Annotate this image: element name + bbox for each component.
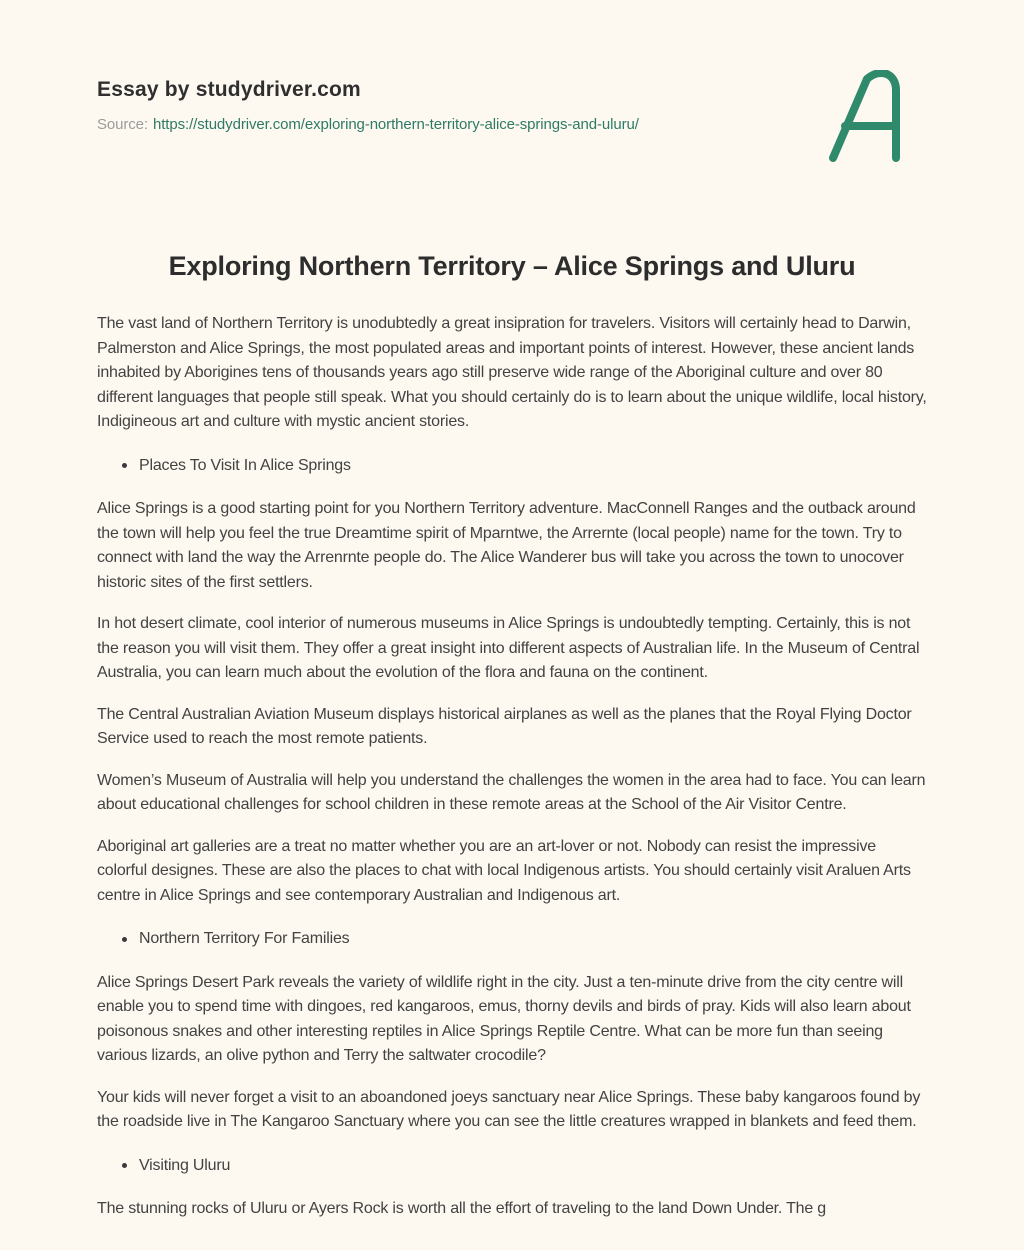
bullet-label: Places To Visit In Alice Springs bbox=[139, 456, 351, 474]
bullet-item-visiting-uluru bbox=[97, 1154, 927, 1179]
paragraph-alice-springs-start: Alice Springs is a good starting point for you Northern Territory adventure. MacConnell Ranges and the outback around the town will help you feel the true Dreamtime spirit of Mparntwe, the Arrernte (local people) name for the town. Try to connect with land the way the Arrenrnte people do. The Alice Wanderer bus will take you across the town to unocover historic sites of the first settlers. bbox=[97, 500, 916, 591]
paragraph-kangaroo-sanctuary: Your kids will never forget a visit to an aboandoned joeys sanctuary near Alice Springs. These baby kangaroos found by the roadside live in The Kangaroo Sanctuary where you can see the little creatures wrapped in blankets and feed them. bbox=[97, 1088, 921, 1130]
paragraph-museums: In hot desert climate, cool interior of numerous museums in Alice Springs is undoubtedly tempting. Certainly, this is not the reason you will visit them. They offer a great insight into different aspects of Australian life. In the Museum of Central Australia, you can learn much about the evolution of the flora and fauna on the continent. bbox=[97, 615, 920, 681]
paragraph-desert-park: Alice Springs Desert Park reveals the variety of wildlife right in the city. Just a ten-minute drive from the city centre will enable you to spend time with dingoes, red kangaroos, emus, thorny devils and birds of pray. Kids will also learn about poisonous snakes and other interesting reptiles in Alice Springs Reptile Centre. What can be more fun than seeing various lizards, an olive python and Terry the saltwater crocodile? bbox=[97, 973, 911, 1064]
source-url-link[interactable]: https://studydriver.com/exploring-northern-territory-alice-springs-and-uluru/ bbox=[153, 116, 639, 133]
bullet-item-places-to-visit bbox=[97, 454, 927, 479]
source-label: Source: bbox=[97, 116, 148, 133]
bullet-dot-icon bbox=[122, 463, 127, 468]
paragraph-art-galleries: Aboriginal art galleries are a treat no matter whether you are an art-lover or not. Nobody can resist the impressive colorful designes. These are also the places to chat with local Indigenous artists. You should certainly visit Araluen Arts centre in Alice Springs and see contemporary Australian and Indigenous art. bbox=[97, 837, 911, 904]
bullet-dot-icon bbox=[122, 937, 127, 942]
essay-byline: Essay by studydriver.com bbox=[97, 78, 361, 101]
paragraph-uluru-truncated: The stunning rocks of Uluru or Ayers Rock is worth all the effort of traveling to the land Down Under. The g bbox=[97, 1200, 827, 1217]
paragraph-aviation-museum: The Central Australian Aviation Museum displays historical airplanes as well as the planes that the Royal Flying Doctor Service used to reach the most remote patients. bbox=[97, 705, 912, 747]
studydriver-logo bbox=[826, 70, 916, 162]
bullet-label: Northern Territory For Families bbox=[139, 930, 350, 947]
bullet-label: Visiting Uluru bbox=[139, 1156, 231, 1174]
article-title: Exploring Northern Territory – Alice Springs and Uluru bbox=[168, 251, 856, 281]
paragraph-womens-museum: Women’s Museum of Australia will help you understand the challenges the women in the area had to face. You can learn about educational challenges for school children in these remote areas at the School of the Air Visitor Centre. bbox=[97, 771, 926, 813]
source-line bbox=[97, 116, 927, 133]
bullet-item-families bbox=[97, 927, 927, 952]
article-body bbox=[97, 312, 927, 1222]
studydriver-logo-icon bbox=[826, 70, 916, 162]
bullet-dot-icon bbox=[122, 1163, 127, 1168]
paragraph-intro: The vast land of Northern Territory is unodubtedly a great insipration for travelers. Visitors will certainly head to Darwin, Palmerston and Alice Springs, the most populated areas and important points of interest. However, these ancient lands inhabited by Aborigines tens of thousands years ago still preserve wide range of the Aboriginal culture and over 80 different languages that people still speak. What you should certainly do is to learn about the unique wildlife, local history, Indigineous art and culture with mystic ancient stories. bbox=[97, 315, 927, 430]
